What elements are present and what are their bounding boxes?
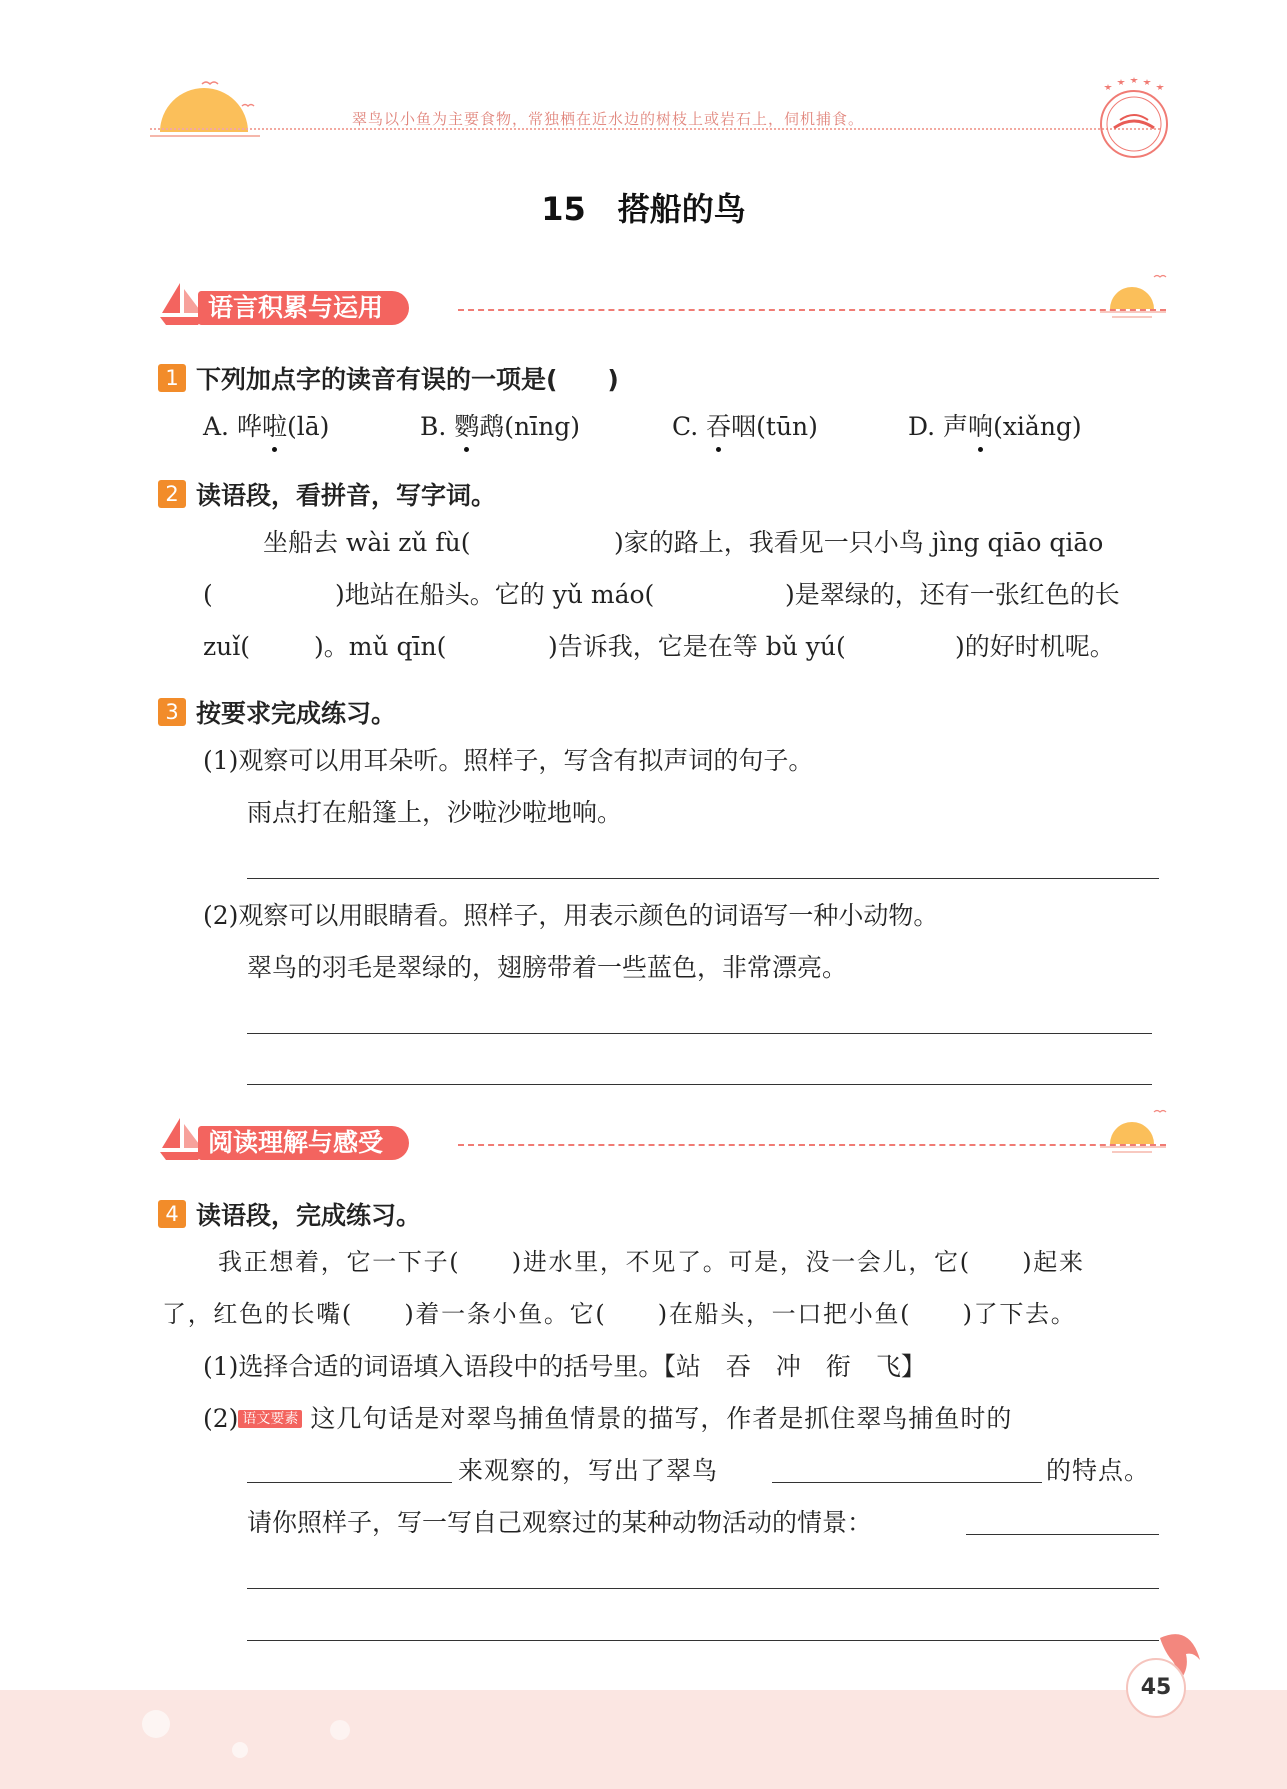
bubbles-decoration [120,1700,420,1780]
section-banner-1 [158,287,1168,327]
section-divider-2 [458,1144,1166,1146]
answer-line[interactable] [247,1640,1159,1641]
dotted-char: 啦 [261,412,287,441]
question-text: 读语段，看拼音，写字词。 [196,481,497,510]
q4-paragraph-2: 了，红色的长嘴( )着一条小鱼。它( )在船头，一口把小鱼( )了下去。 [162,1300,1077,1328]
q3-part-2-example: 翠鸟的羽毛是翠绿的，翅膀带着一些蓝色，非常漂亮。 [247,953,848,982]
question-number: 2 [158,480,186,508]
sun-icon [1098,1106,1168,1156]
dotted-char: 吞 [706,412,732,441]
option-a[interactable] [203,414,329,439]
answer-line[interactable] [247,878,1159,879]
option-b[interactable] [420,414,580,439]
question-text: 读语段，完成练习。 [196,1201,422,1230]
q2-line-1a: 坐船去 wài zǔ fù( [263,528,471,557]
q2-line-3b: )。mǔ qīn( [314,632,447,661]
q4-paragraph-1: 我正想着，它一下子( )进水里，不见了。可是，没一会儿，它( )起来 [218,1248,1085,1276]
q4-part-2-text: 这几句话是对翠鸟捕鱼情景的描写，作者是抓住翠鸟捕鱼时的 [310,1404,1013,1433]
q2-line-3c: )告诉我，它是在等 bǔ yú( [548,632,846,661]
q4-part-2-line2b: 的特点。 [1046,1456,1151,1485]
option-c[interactable] [672,414,818,439]
question-4-head [158,1196,421,1232]
q4-part-2-line2a: 来观察的，写出了翠鸟 [458,1456,719,1485]
option-text: B. [420,412,455,441]
header-slogan: 翠鸟以小鱼为主要食物，常独栖在近水边的树枝上或岩石上，伺机捕食。 [352,110,865,128]
answer-line[interactable] [247,1084,1152,1085]
q2-line-3d: )的好时机呢。 [955,632,1115,661]
question-1-head [158,360,619,396]
section-divider-1 [458,309,1166,311]
question-2-head [158,476,496,512]
q4-part-2 [203,1406,1012,1431]
option-d[interactable] [908,414,1082,439]
q2-line-2a: ( [203,580,213,609]
fill-blank[interactable] [966,1510,1159,1535]
option-text: (lā) [286,412,330,441]
q3-part-2: (2)观察可以用眼睛看。照样子，用表示颜色的词语写一种小动物。 [203,901,939,930]
answer-line[interactable] [247,1033,1152,1034]
option-text: C. [672,412,707,441]
option-text: 咽(tūn) [731,412,818,441]
option-text: 鹉(nīng) [479,412,580,441]
section-banner-2 [158,1122,1168,1162]
page-title: 15 搭船的鸟 [541,190,746,228]
section-title-1: 语言积累与运用 [198,291,409,325]
question-text: 按要求完成练习。 [196,699,397,728]
dotted-char: 响 [968,412,994,441]
q2-line-3a: zuǐ( [203,632,251,661]
q4-part-2-prefix: (2) [203,1404,239,1433]
fill-blank[interactable] [247,1458,452,1483]
q2-line-1b: )家的路上，我看见一只小鸟 jìng qiāo qiāo [614,528,1104,557]
section-title-2: 阅读理解与感受 [198,1126,409,1160]
q2-line-2b: )地站在船头。它的 yǔ máo( [335,580,655,609]
question-number: 3 [158,698,186,726]
q2-line-2c: )是翠绿的，还有一张红色的长 [785,580,1120,609]
q3-part-1: (1)观察可以用耳朵听。照样子，写含有拟声词的句子。 [203,746,814,775]
question-3-head [158,694,396,730]
page-number: 45 [1126,1658,1186,1718]
badge-label: 语文要素 [238,1410,302,1428]
q4-part-3: 请你照样子，写一写自己观察过的某种动物活动的情景： [247,1508,873,1537]
answer-line[interactable] [247,1588,1159,1589]
q3-part-1-example: 雨点打在船篷上，沙啦沙啦地响。 [247,798,623,827]
dotted-char: 鹦 [454,412,480,441]
question-number: 1 [158,364,186,392]
option-text: A. 哗 [203,412,262,441]
fill-blank[interactable] [772,1458,1042,1483]
author-seal-logo [1092,76,1172,162]
option-text: (xiǎng) [993,412,1082,441]
question-number: 4 [158,1200,186,1228]
q4-part-1: (1)选择合适的词语填入语段中的括号里。【站 吞 冲 衔 飞】 [203,1352,926,1381]
option-text: D. 声 [908,412,969,441]
question-text: 下列加点字的读音有误的一项是( ) [196,365,619,394]
sun-icon [1098,271,1168,321]
